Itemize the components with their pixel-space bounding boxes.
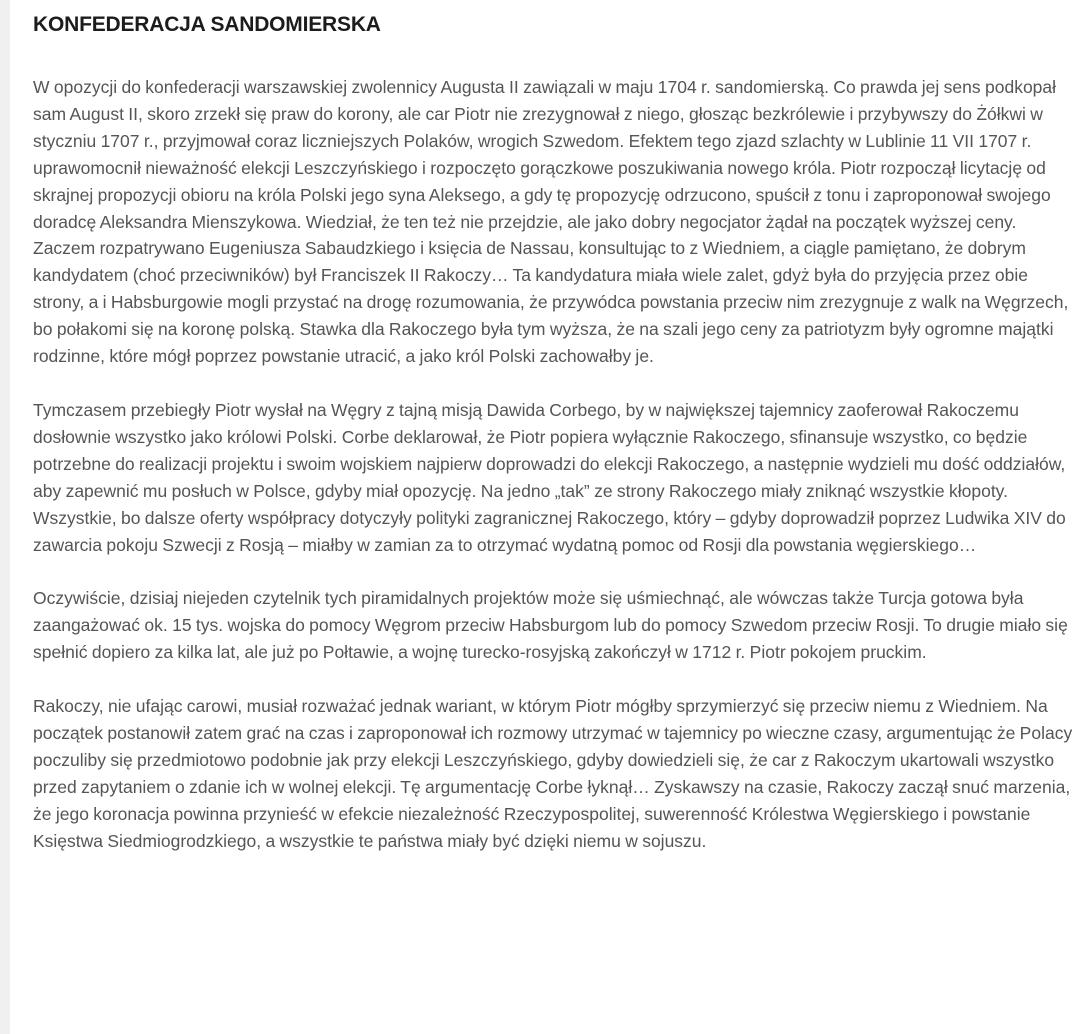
paragraph-2: Tymczasem przebiegły Piotr wysłał na Węgry z tajną misją Dawida Corbego, by w największej tajemnicy zaoferował Rakoczemu dosłownie wszystko jako królowi Polski. Corbe deklarował, że Piotr popiera wyłącznie Rakoczego, sfinansuje wszystko, co będzie potrzebne do realizacji projektu i swoim wojskiem najpierw doprowadzi do elekcji Rakoczego, a następnie wydzieli mu dość oddziałów, aby zapewnić mu posłuch w Polsce, gdyby miał opozycję. Na jedno „tak” ze strony Rakoczego miały zniknąć wszystkie kłopoty. Wszystkie, bo dalsze oferty współpracy dotyczyły polityki zagranicznej Rakoczego, który – gdyby doprowadził poprzez Ludwika XIV do zawarcia pokoju Szwecji z Rosją – miałby w zamian za to otrzymać wydatną pomoc od Rosji dla powstania węgierskiego… (33, 399, 1066, 555)
article-body (33, 74, 1078, 855)
article-title: KONFEDERACJA SANDOMIERSKA (33, 13, 381, 36)
paragraph-4: Rakoczy, nie ufając carowi, musiał rozważać jednak wariant, w którym Piotr mógłby sprzymierzyć się przeciw niemu z Wiedniem. Na początek postanowił zatem grać na czas i zaproponował ich rozmowy utrzymać w tajemnicy po wieczne czasy, argumentując że Polacy poczuliby się przedmiotowo podobnie jak przy elekcji Leszczyńskiego, gdyby dowiedzieli się, że car z Rakoczym ukartowali wszystko przed zapytaniem o zdanie ich w wolnej elekcji. Tę argumentację Corbe łyknął… Zyskawszy na czasie, Rakoczy zaczął snuć marzenia, że jego koronacja powinna przynieść w efekcie niezależność Rzeczypospolitej, suwerenność Królestwa Węgierskiego i powstanie Księstwa Siedmiogrodzkiego, a wszystkie te państwa miały być dzięki niemu w sojuszu. (33, 696, 1073, 851)
page-left-margin (0, 0, 10, 1034)
paragraph-3: Oczywiście, dzisiaj niejeden czytelnik tych piramidalnych projektów może się uśmiechnąć, ale wówczas także Turcja gotowa była zaangażować ok. 15 tys. wojska do pomocy Węgrom przeciw Habsburgom lub do pomocy Szwedom przeciw Rosji. To drugie miało się spełnić dopiero za kilka lat, ale już po Połtawie, a wojnę turecko-rosyjską zakończył w 1712 r. Piotr pokojem pruckim. (33, 588, 1068, 663)
paragraph-1: W opozycji do konfederacji warszawskiej zwolennicy Augusta II zawiązali w maju 1704 r. sandomierską. Co prawda jej sens podkopał sam August II, skoro zrzekł się praw do korony, ale car Piotr nie zrezygnował z niego, głosząc bezkrólewie i przybywszy do Żółkwi w styczniu 1707 r., przyjmował coraz liczniejszych Polaków, wrogich Szwedom. Efektem tego zjazd szlachty w Lublinie 11 VII 1707 r. uprawomocnił nieważność elekcji Leszczyńskiego i rozpoczęto gorączkowe poszukiwania nowego króla. Piotr rozpoczął licytację od skrajnej propozycji obioru na króla Polski jego syna Aleksego, a gdy tę propozycję odrzucono, spuścił z tonu i zaproponował swojego doradcę Aleksandra Mienszykowa. Wiedział, że ten też nie przejdzie, ale jako dobry negocjator żądał na początek wyższej ceny. Zaczem rozpatrywano Eugeniusza Sabaudzkiego i księcia de Nassau, konsultując to z Wiedniem, a ciągle pamiętano, że dobrym kandydatem (choć przeciwników) był Franciszek II Rakoczy… Ta kandydatura miała wiele zalet, gdyż była do przyjęcia przez obie strony, a i Habsburgowie mogli przystać na drogę rozumowania, że przywódca powstania przeciw nim zrezygnuje z walk na Węgrzech, bo połakomi się na koronę polską. Stawka dla Rakoczego była tym wyższa, że na szali jego ceny za patriotyzm były ogromne majątki rodzinne, które mógł poprzez powstanie utracić, a jako król Polski zachowałby je. (33, 77, 1069, 367)
article (33, 12, 1078, 855)
